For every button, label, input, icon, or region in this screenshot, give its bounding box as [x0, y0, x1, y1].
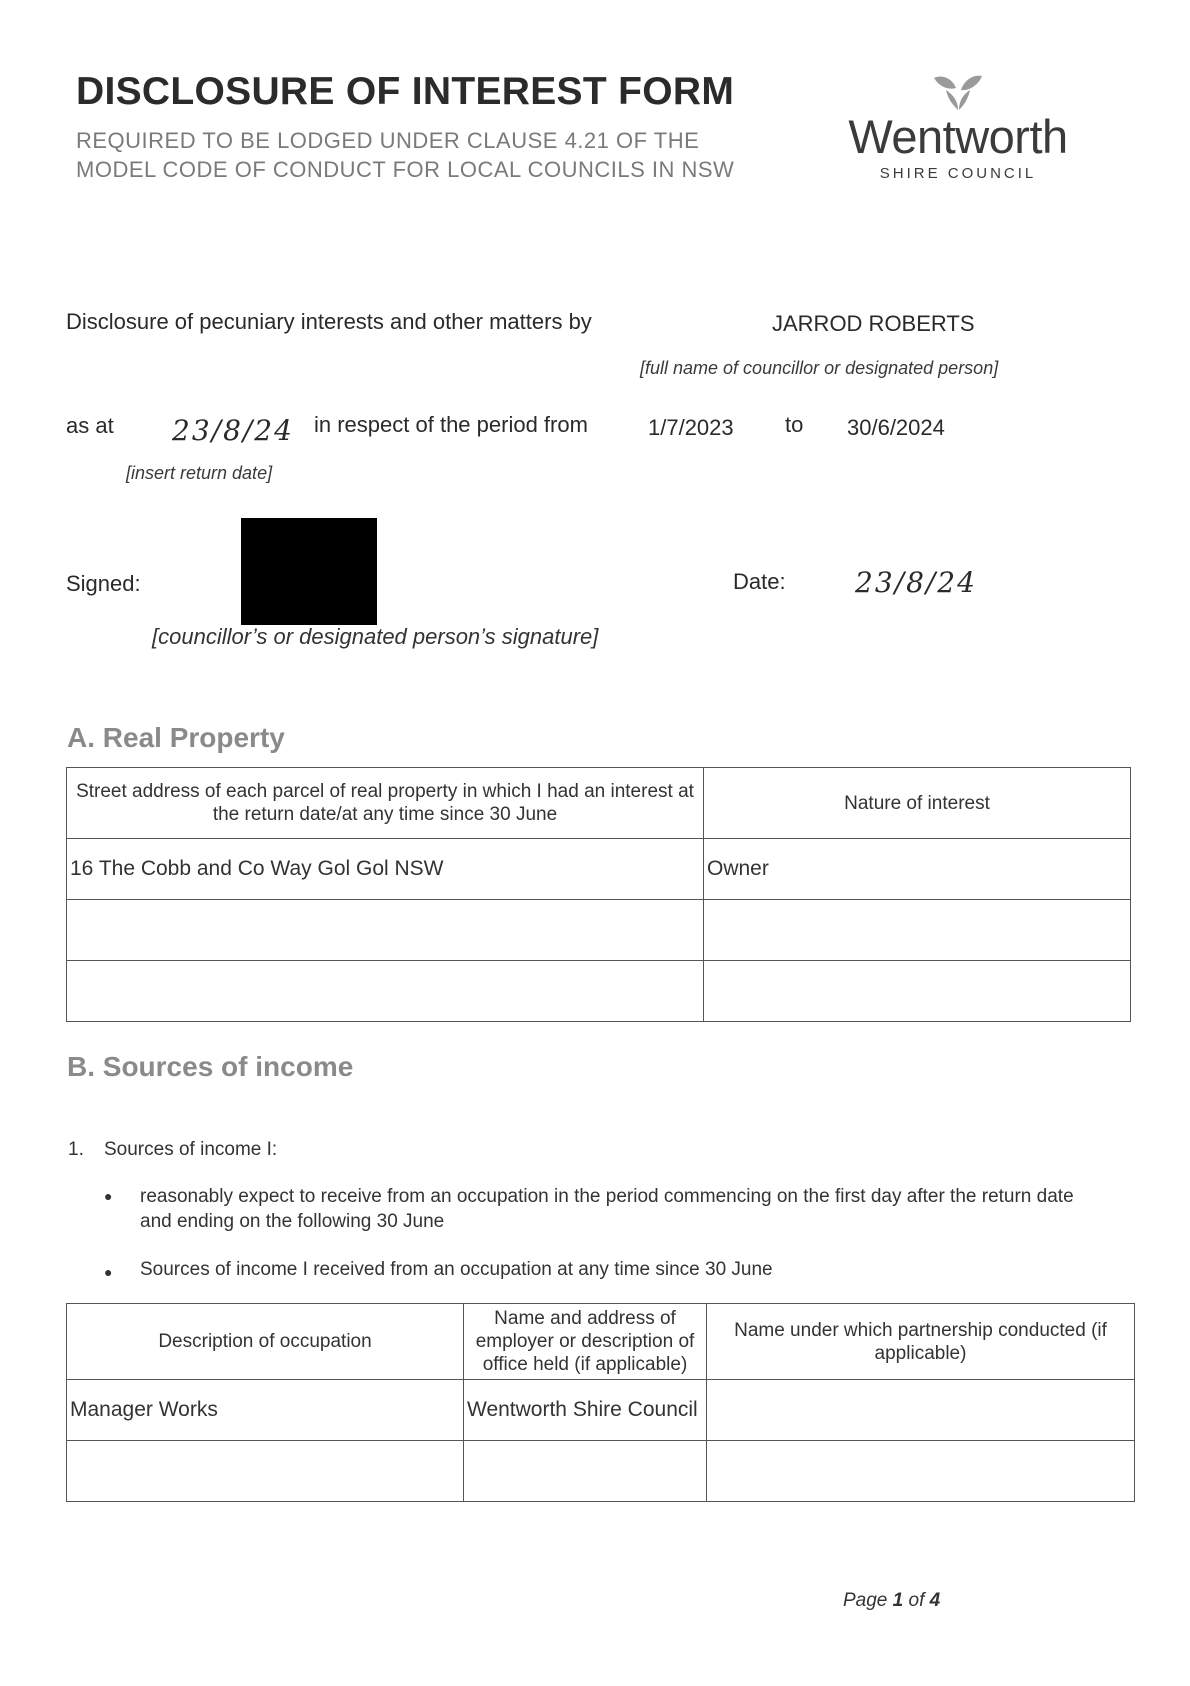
- signature-hint: [councillor’s or designated person’s signature]: [152, 624, 599, 649]
- disclosure-by-label: Disclosure of pecuniary interests and other matters by: [66, 309, 592, 334]
- bullet-icon: ●: [104, 1264, 113, 1280]
- date-label: Date:: [733, 569, 786, 594]
- date-handwritten: 23/8/24: [855, 566, 977, 599]
- table-row: [67, 1380, 1135, 1441]
- as-at-label: as at: [66, 413, 114, 438]
- list-item: Sources of income I:: [104, 1139, 278, 1160]
- property-interest: [704, 900, 1131, 961]
- return-date-handwritten: 23/8/24: [172, 414, 294, 447]
- property-interest: Owner: [704, 839, 1131, 900]
- leaf-icon: [928, 72, 988, 112]
- period-to: 30/6/2024: [847, 415, 945, 440]
- col-nature-of-interest: Nature of interest: [704, 768, 1131, 839]
- bullet-icon: ●: [104, 1188, 113, 1204]
- property-address: [67, 961, 704, 1022]
- page-number: 1: [892, 1590, 904, 1611]
- person-name: JARROD ROBERTS: [772, 311, 975, 336]
- form-subtitle: REQUIRED TO BE LODGED UNDER CLAUSE 4.21 OF THE MODEL CODE OF CONDUCT FOR LOCAL COUNCILS IN NSW: [76, 128, 735, 182]
- employer-cell: [464, 1441, 707, 1502]
- signed-label: Signed:: [66, 571, 141, 596]
- property-address: 16 The Cobb and Co Way Gol Gol NSW: [67, 839, 704, 900]
- list-number: 1.: [68, 1139, 84, 1160]
- table-row: [67, 900, 1131, 961]
- partnership-cell: [707, 1441, 1135, 1502]
- person-name-hint: [full name of councillor or designated person]: [640, 358, 999, 378]
- council-logo: [828, 72, 1088, 192]
- occupation-cell: Manager Works: [67, 1380, 464, 1441]
- occupation-cell: [67, 1441, 464, 1502]
- section-a-heading: A. Real Property: [67, 722, 285, 753]
- period-label: in respect of the period from: [314, 412, 588, 437]
- property-address: [67, 900, 704, 961]
- table-row: [67, 839, 1131, 900]
- to-label: to: [785, 412, 804, 437]
- page-total: 4: [929, 1590, 941, 1611]
- period-from: 1/7/2023: [648, 415, 734, 440]
- income-table: [66, 1303, 1135, 1502]
- real-property-table: [66, 767, 1131, 1022]
- logo-wordmark: Wentworth: [848, 110, 1068, 163]
- col-employer: Name and address of employer or description of office held (if applicable): [464, 1304, 707, 1380]
- return-date-hint: [insert return date]: [126, 463, 273, 483]
- col-street-address: Street address of each parcel of real property in which I had an interest at the return date/at any time since 30 June: [67, 768, 704, 839]
- page-label: Page: [843, 1590, 888, 1611]
- property-interest: [704, 961, 1131, 1022]
- partnership-cell: [707, 1380, 1135, 1441]
- table-row: [67, 1441, 1135, 1502]
- bullet-item: reasonably expect to receive from an occupation in the period commencing on the first day after the return date and ending on the following 30 June: [140, 1186, 1074, 1232]
- col-occupation: Description of occupation: [67, 1304, 464, 1380]
- table-row: [67, 961, 1131, 1022]
- form-title: DISCLOSURE OF INTEREST FORM: [76, 70, 735, 113]
- section-b-heading: B. Sources of income: [67, 1051, 354, 1082]
- of-label: of: [908, 1590, 925, 1611]
- page-indicator: [843, 1590, 940, 1612]
- bullet-item: Sources of income I received from an occupation at any time since 30 June: [140, 1259, 773, 1280]
- redacted-signature: [241, 518, 377, 625]
- employer-cell: Wentworth Shire Council: [464, 1380, 707, 1441]
- col-partnership: Name under which partnership conducted (if applicable): [707, 1304, 1135, 1380]
- logo-subtitle: SHIRE COUNCIL: [879, 165, 1037, 182]
